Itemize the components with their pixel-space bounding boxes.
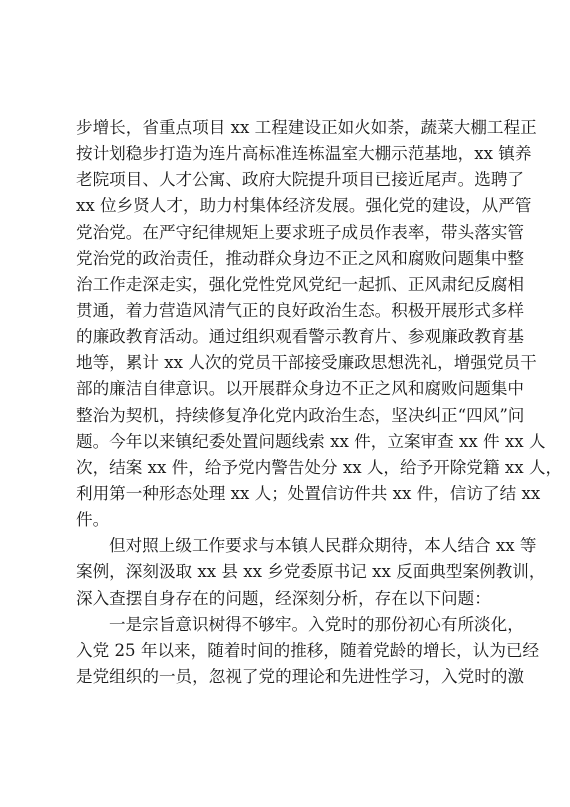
- text-line: 利用第一种形态处理 xx 人；处置信访件共 xx 件，信访了结 xx: [76, 483, 541, 503]
- text-line: 按计划稳步打造为连片高标准连栋温室大棚示范基地，xx 镇养: [76, 144, 532, 164]
- text-line: 贯通，着力营造风清气正的良好政治生态。积极开展形式多样: [76, 300, 525, 320]
- text-line: 治工作走深走实，强化党性党风党纪一起抓、正风肃纪反腐相: [76, 274, 525, 294]
- text-line: 步增长，省重点项目 xx 工程建设正如火如荼，蔬菜大棚工程正: [76, 118, 537, 137]
- text-line: 是党组织的一员，忽视了党的理论和先进性学习，入党时的激: [76, 666, 525, 686]
- text-line: 次，结案 xx 件，给予党内警告处分 xx 人，给予开除党籍 xx 人，: [76, 457, 563, 477]
- text-line: xx 位乡贤人才，助力村集体经济发展。强化党的建设，从严管: [76, 196, 532, 216]
- text-line: 的廉政教育活动。通过组织观看警示教育片、参观廉政教育基: [76, 327, 525, 347]
- paragraph-start-line: 但对照上级工作要求与本镇人民群众期待，本人结合 xx 等: [109, 536, 537, 556]
- text-line: 整治为契机，持续修复净化党内政治生态，坚决纠正“四风”问: [76, 405, 525, 425]
- document-body: [76, 115, 563, 690]
- paragraph-start-line: 一是宗旨意识树得不够牢。入党时的那份初心有所淡化，: [109, 614, 524, 634]
- text-line: 党治党。在严守纪律规矩上要求班子成员作表率，带头落实管: [76, 222, 525, 242]
- text-line: 入党 25 年以来，随着时间的推移，随着党龄的增长，认为已经: [76, 640, 540, 660]
- text-line: 题。今年以来镇纪委处置问题线索 xx 件，立案审查 xx 件 xx 人: [76, 431, 546, 451]
- text-line: 地等，累计 xx 人次的党员干部接受廉政思想洗礼，增强党员干: [76, 353, 537, 373]
- text-line: 深入查摆自身存在的问题，经深刻分析，存在以下问题：: [76, 588, 491, 608]
- text-line: 部的廉洁自律意识。以开展群众身边不正之风和腐败问题集中: [76, 379, 525, 399]
- text-line: 件。: [76, 510, 110, 530]
- text-line: 案例，深刻汲取 xx 县 xx 乡党委原书记 xx 反面典型案例教训，: [76, 562, 546, 582]
- text-line: 党治党的政治责任，推动群众身边不正之风和腐败问题集中整: [76, 248, 525, 268]
- text-line: 老院项目、人才公寓、政府大院提升项目已接近尾声。选聘了: [76, 170, 525, 190]
